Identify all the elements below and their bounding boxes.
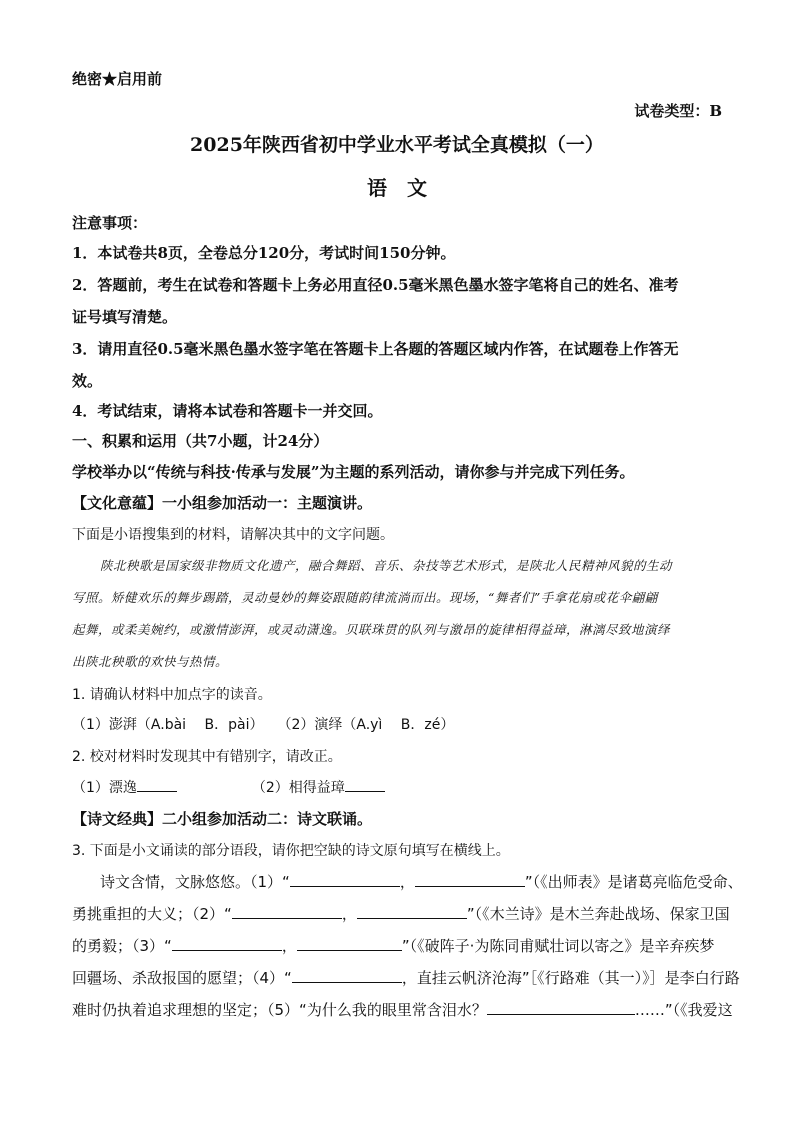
group1-desc: 下面是小语搜集到的材料，请解决其中的文字问题。 xyxy=(72,527,394,543)
answer-blank[interactable] xyxy=(487,1000,635,1015)
note-2a: 2．答题前，考生在试卷和答题卡上务必用直径0.5毫米黑色墨水签字笔将自己的姓名、准考 xyxy=(72,276,679,294)
q2-item-1: （1）漂逸 xyxy=(72,780,137,796)
section1-heading: 一、积累和运用（共7小题，计24分） xyxy=(72,432,329,450)
answer-blank[interactable] xyxy=(290,872,400,887)
answer-blank[interactable] xyxy=(357,904,467,919)
q2-item-2: （2）相得益璋 xyxy=(251,780,345,796)
material-line-3: 起舞，或柔美婉约，或激情澎湃，或灵动潇逸。贝联珠贯的队列与激昂的旋律相得益璋，淋漓尽致地演绎 xyxy=(72,622,671,637)
secret-label: 绝密★启用前 xyxy=(72,70,163,88)
poem-line-5: 难时仍执着追求理想的坚定；（5）“为什么我的眼里常含泪水？ ……”（《我爱这 xyxy=(72,1001,733,1019)
group2-heading: 【诗文经典】二小组参加活动二：诗文联诵。 xyxy=(72,810,373,828)
question-2: 2. 校对材料时发现其中有错别字，请改正。 xyxy=(72,749,342,765)
answer-blank[interactable] xyxy=(172,936,282,951)
group1-heading: 【文化意蕴】一小组参加活动一：主题演讲。 xyxy=(72,494,373,512)
material-line-2: 写照。矫健欢乐的舞步踢踏，灵动曼妙的舞姿跟随韵律流淌而出。现场，“舞者们”手拿花扇或花伞翩翩 xyxy=(72,590,658,605)
page-title: 2025年陕西省初中学业水平考试全真模拟（一） xyxy=(190,134,604,156)
paper-type: 试卷类型：B xyxy=(634,102,722,120)
activity-intro: 学校举办以“传统与科技·传承与发展”为主题的系列活动，请你参与并完成下列任务。 xyxy=(72,463,635,481)
note-2b: 证号填写清楚。 xyxy=(72,308,178,326)
question-1-options: （1）澎湃（A.bài B．pài） （2）演绎（A.yì B．zé） xyxy=(72,717,455,733)
question-2-items xyxy=(72,777,722,797)
note-3a: 3．请用直径0.5毫米黑色墨水签字笔在答题卡上各题的答题区域内作答，在试题卷上作答无 xyxy=(72,340,679,358)
answer-blank[interactable] xyxy=(297,936,402,951)
answer-blank[interactable] xyxy=(345,777,385,792)
poem-line-1: 诗文含情，文脉悠悠。（1）“ ， ”（《出师表》是诸葛亮临危受命、 xyxy=(100,873,743,891)
subject-title: 语 文 xyxy=(367,176,427,200)
answer-blank[interactable] xyxy=(292,968,402,983)
material-line-4: 出陕北秧歌的欢快与热情。 xyxy=(72,654,229,669)
answer-blank[interactable] xyxy=(415,872,525,887)
poem-line-4: 回疆场、杀敌报国的愿望；（4）“ ，直挂云帆济沧海”［《行路难（其一）》］是李白行路 xyxy=(72,969,740,987)
poem-line-2: 勇挑重担的大义；（2）“ ， ”（《木兰诗》是木兰奔赴战场、保家卫国 xyxy=(72,905,730,923)
note-3b: 效。 xyxy=(72,372,103,390)
question-1: 1. 请确认材料中加点字的读音。 xyxy=(72,687,272,703)
note-4: 4．考试结束，请将本试卷和答题卡一并交回。 xyxy=(72,402,383,420)
answer-blank[interactable] xyxy=(137,777,177,792)
note-1: 1．本试卷共8页，全卷总分120分，考试时间150分钟。 xyxy=(72,244,456,262)
material-line-1: 陕北秧歌是国家级非物质文化遗产，融合舞蹈、音乐、杂技等艺术形式，是陕北人民精神风貌的生动 xyxy=(100,558,673,573)
answer-blank[interactable] xyxy=(232,904,342,919)
question-3: 3. 下面是小文诵读的部分语段，请你把空缺的诗文原句填写在横线上。 xyxy=(72,843,510,859)
notes-heading: 注意事项： xyxy=(72,214,148,232)
poem-line-3: 的勇毅；（3）“ ， ”（《破阵子·为陈同甫赋壮词以寄之》是辛弃疾梦 xyxy=(72,937,715,955)
